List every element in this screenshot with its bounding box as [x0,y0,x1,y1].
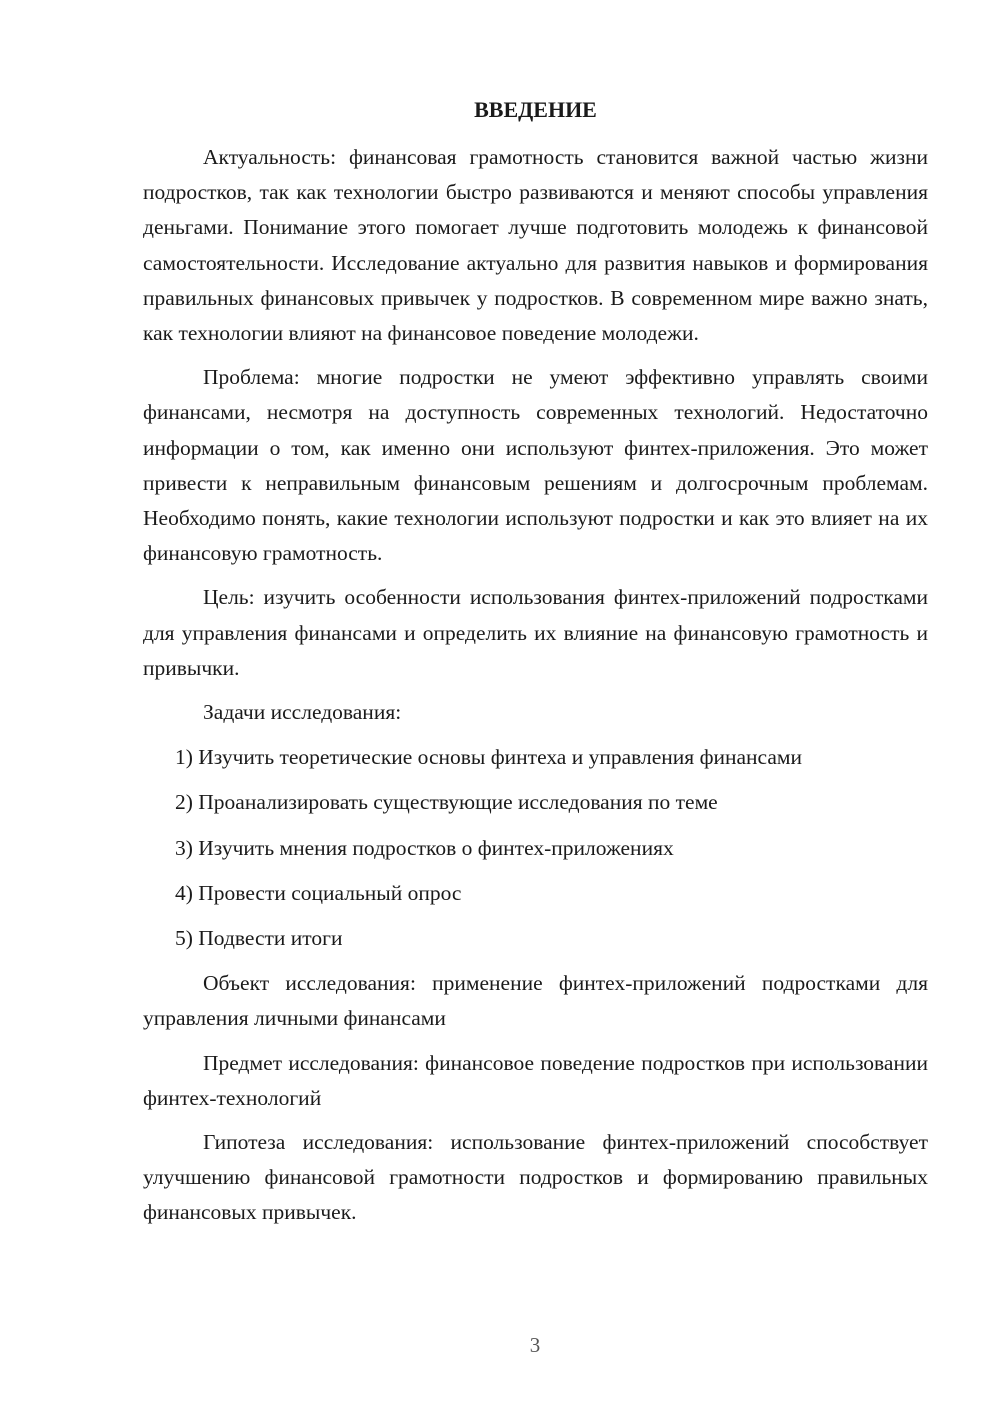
hypothesis-paragraph: Гипотеза исследования: использование финтех-приложений способствует улучшению финансовой грамотности подростков и формированию правильных финансовых привычек. [143,1130,928,1225]
problem-paragraph: Проблема: многие подростки не умеют эффективно управлять своими финансами, несмотря на доступность современных технологий. Недостаточно информации о том, как именно они используют финтех-приложения. Это может привести к неправильным финансовым решениям и долгосрочным проблемам. Необходимо понять, какие технологии используют подростки и как это влияет на их финансовую грамотность. [143,365,928,566]
task-item: 4) Провести социальный опрос [175,880,462,905]
task-item: 5) Подвести итоги [175,926,343,951]
page-number: 3 [529,1333,541,1357]
task-item: 2) Проанализировать существующие исследования по теме [175,790,718,815]
tasks-list [143,740,928,956]
goal-paragraph: Цель: изучить особенности использования финтех-приложений подростками для управления финансами и определить их влияние на финансовую грамотность и привычки. [143,585,928,680]
task-item: 1) Изучить теоретические основы финтеха и управления финансами [175,745,803,770]
tasks-heading: Задачи исследования: [203,700,402,725]
object-paragraph: Объект исследования: применение финтех-приложений подростками для управления личными финансами [143,971,928,1031]
subject-paragraph: Предмет исследования: финансовое поведение подростков при использовании финтех-технологий [143,1050,928,1110]
relevance-paragraph: Актуальность: финансовая грамотность становится важной частью жизни подростков, так как технологии быстро развиваются и меняют способы управления деньгами. Понимание этого помогает лучше подготовить молодежь к финансовой самостоятельности. Исследование актуально для развития навыков и формирования правильных финансовых привычек у подростков. В современном мире важно знать, как технологии влияют на финансовое поведение молодежи. [143,145,928,346]
page-title: ВВЕДЕНИЕ [474,97,597,122]
document-body [143,95,928,1240]
task-item: 3) Изучить мнения подростков о финтех-приложениях [175,835,674,860]
